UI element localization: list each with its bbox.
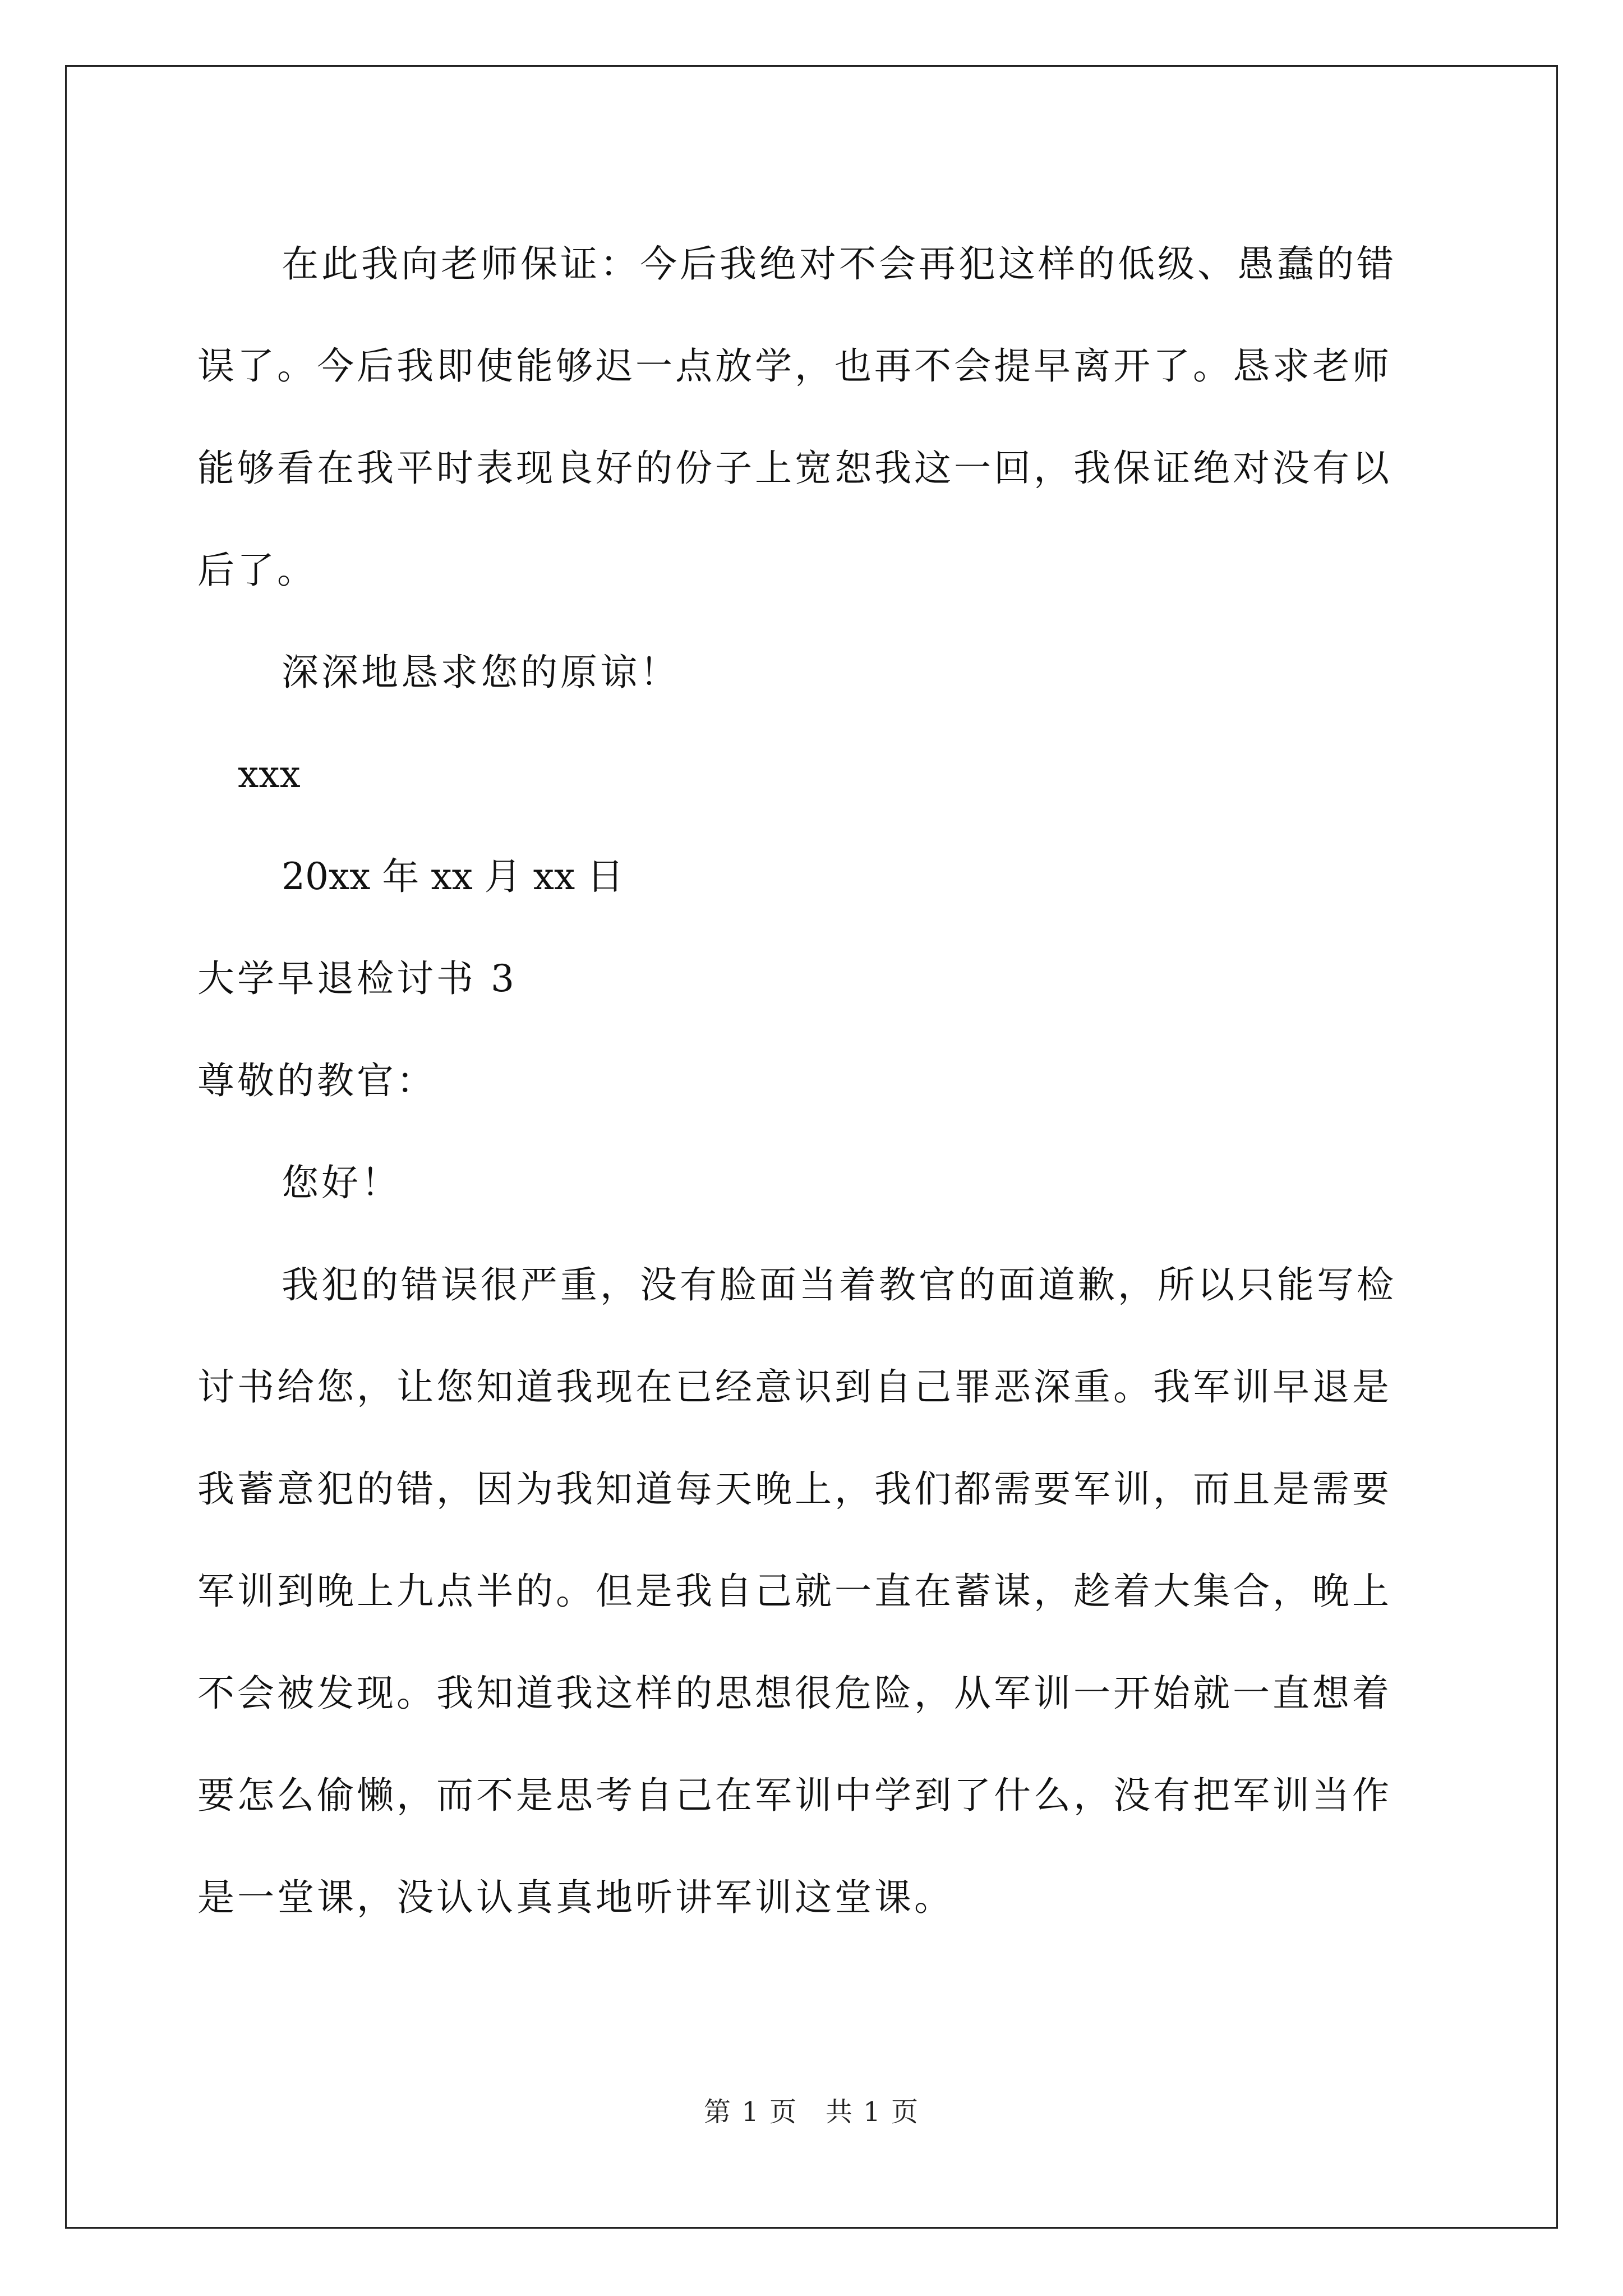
paragraph-promise: 在此我向老师保证：今后我绝对不会再犯这样的低级、愚蠢的错误了。今后我即使能够迟一点放学，也再不会提早离开了。恳求老师能够看在我平时表现良好的份子上宽恕我这一回，我保证绝对没有以后了。 (197, 242, 1396, 592)
page-number-footer: 第 1 页 共 1 页 (703, 2096, 920, 2128)
signature: xxx (238, 753, 301, 796)
salutation: 尊敬的教官： (197, 1059, 436, 1102)
document-body (197, 213, 1431, 1949)
paragraph-apology: 深深地恳求您的原谅！ (282, 651, 680, 694)
paragraph-body: 我犯的错误很严重，没有脸面当着教官的面道歉，所以只能写检讨书给您，让您知道我现在已经意识到自己罪恶深重。我军训早退是我蓄意犯的错，因为我知道每天晚上，我们都需要军训，而且是需要军训到晚上九点半的。但是我自己就一直在蓄谋，趁着大集合，晚上不会被发现。我知道我这样的思想很危险，从军训一开始就一直想着要怎么偷懒，而不是思考自己在军训中学到了什么，没有把军训当作是一堂课，没认认真真地听讲军训这堂课。 (197, 1263, 1396, 1919)
greeting: 您好！ (282, 1161, 401, 1204)
section-title: 大学早退检讨书 3 (197, 957, 517, 1000)
date-line: 20xx 年 xx 月 xx 日 (282, 855, 624, 898)
